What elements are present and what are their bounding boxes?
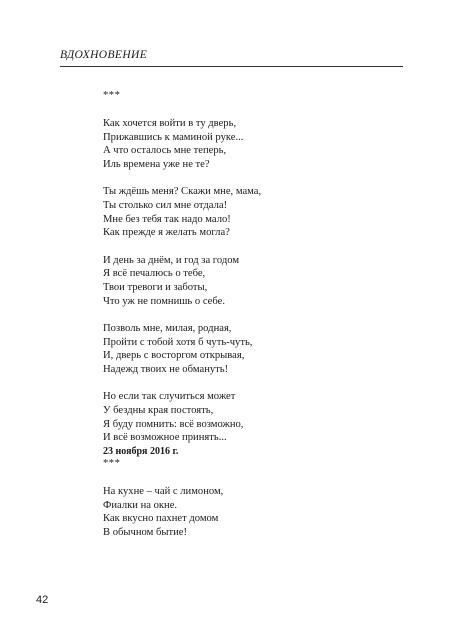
poem-line: А что осталось мне теперь, bbox=[103, 145, 227, 157]
poem-1 bbox=[103, 89, 403, 459]
stanza bbox=[103, 322, 403, 377]
poem-line: И день за днём, и год за годом bbox=[103, 254, 240, 266]
poem-line: Я всё печалюсь о тебе, bbox=[103, 268, 206, 280]
poem-separator: *** bbox=[103, 90, 121, 101]
poem-line: Иль времена уже не те? bbox=[103, 159, 210, 171]
stanza bbox=[103, 485, 403, 540]
poem-2 bbox=[103, 457, 403, 553]
poem-line: И всё возможное принять... bbox=[103, 432, 227, 444]
poem-line: У бездны края постоять, bbox=[103, 404, 214, 416]
poem-line: В обычном бытие! bbox=[103, 527, 187, 539]
poem-line: Как прежде я желать могла? bbox=[103, 227, 230, 239]
stanza bbox=[103, 117, 403, 172]
poem-line: Мне без тебя так надо мало! bbox=[103, 213, 231, 225]
stanza bbox=[103, 185, 403, 240]
poem-line: Я буду помнить: всё возможно, bbox=[103, 418, 244, 430]
poem-line: Но если так случиться может bbox=[103, 391, 236, 403]
poem-line: Надежд твоих не обмануть! bbox=[103, 364, 229, 376]
page-number: 42 bbox=[36, 594, 49, 606]
header-divider bbox=[60, 66, 403, 67]
stanza bbox=[103, 254, 403, 309]
poem-line: Ты ждёшь меня? Скажи мне, мама, bbox=[103, 186, 262, 198]
poem-line: Как хочется войти в ту дверь, bbox=[103, 118, 237, 129]
poem-line: Что уж не помнишь о себе. bbox=[103, 295, 225, 307]
section-title: ВДОХНОВЕНИЕ bbox=[60, 49, 148, 61]
poem-line: Позволь мне, милая, родная, bbox=[103, 322, 232, 334]
poem-line: Твои тревоги и заботы, bbox=[103, 282, 208, 294]
stanza bbox=[103, 390, 403, 445]
poem-line: Прижавшись к маминой руке... bbox=[103, 131, 244, 143]
poem-line: На кухне – чай с лимоном, bbox=[103, 486, 224, 497]
poem-line: Как вкусно пахнет домом bbox=[103, 513, 219, 525]
poem-line: И, дверь с восторгом открывая, bbox=[103, 350, 245, 362]
poem-line: Ты столько сил мне отдала! bbox=[103, 200, 228, 212]
poem-line: Фиалки на окне. bbox=[103, 499, 178, 511]
poem-date: 23 ноября 2016 г. bbox=[103, 446, 179, 458]
poem-line: Пройти с тобой хотя б чуть-чуть, bbox=[103, 336, 253, 348]
poem-separator: *** bbox=[103, 458, 121, 469]
